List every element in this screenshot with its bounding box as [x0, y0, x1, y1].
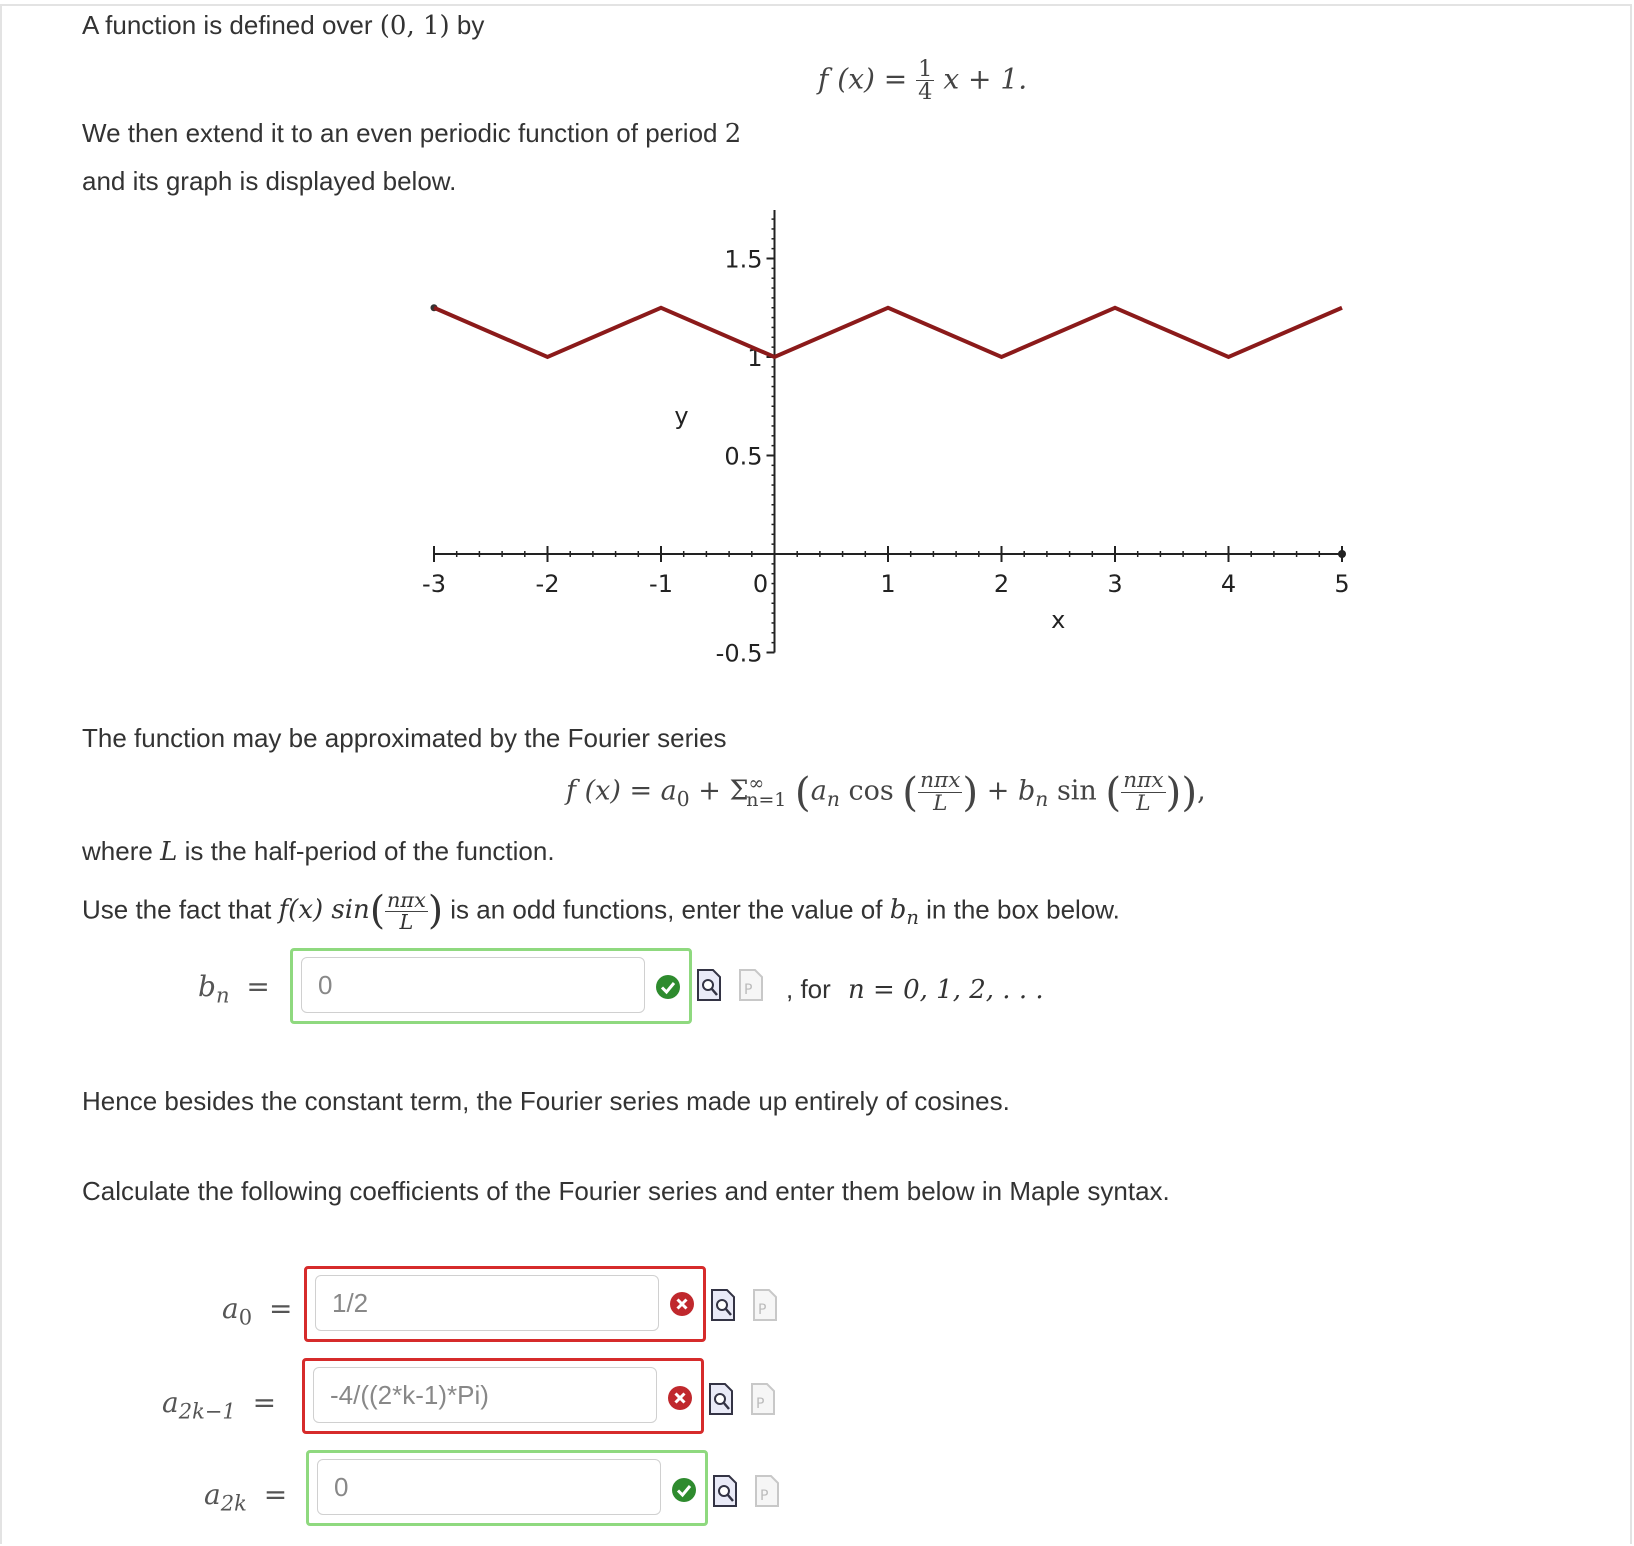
hence-text: Hence besides the constant term, the Fourier series made up entirely of cosines.	[82, 1086, 1010, 1116]
x-tick-label: 5	[1334, 570, 1350, 598]
cross-icon	[670, 1292, 694, 1316]
preview-icon[interactable]	[696, 968, 722, 1002]
x-tick-label: -3	[422, 570, 446, 598]
y-tick-label: 0.5	[724, 442, 763, 471]
bn-label: $b_n$ =	[198, 970, 270, 1008]
y-tick-label: 1.5	[724, 245, 763, 274]
bn-answer-box	[290, 948, 692, 1024]
calculate-text: Calculate the following coefficients of the Fourier series and enter them below in Maple syntax.	[82, 1176, 1170, 1206]
check-icon	[672, 1478, 696, 1502]
a0-label: $a_0$ =	[222, 1292, 293, 1330]
a2k-input[interactable]	[317, 1459, 661, 1515]
a2k-answer-box	[306, 1450, 708, 1526]
x-tick-label: 2	[993, 570, 1010, 598]
paste-icon[interactable]	[738, 968, 764, 1002]
where-line: where L is the half-period of the function.	[82, 836, 555, 867]
extend-line-1: We then extend it to an even periodic function of period 2	[82, 118, 742, 149]
periodic-function-chart	[400, 210, 1430, 700]
a0-answer-box	[304, 1266, 706, 1342]
series-intro: The function may be approximated by the Fourier series	[82, 723, 727, 753]
x-axis-label: x	[1051, 606, 1066, 634]
svg-text:P: P	[758, 1302, 767, 1318]
preview-icon[interactable]	[708, 1382, 734, 1416]
x-tick-label: -2	[535, 570, 560, 598]
fourier-series-formula: f $(x) = a_0 + \Sigma^\infty_{n=1}$ ($a_n$ cos ( $\frac{\text{nπx}}{L}$ ) + $b_n$ sin ( $\frac{\text{nπx}}{L}$ )),	[566, 767, 1206, 816]
x-tick-label: 0	[752, 570, 769, 598]
x-tick-label: 3	[1107, 570, 1123, 598]
a2k-1-answer-box	[302, 1358, 704, 1434]
y-tick-label: 1	[747, 344, 763, 372]
a2k-1-label: $a_{2k-1}$ =	[162, 1386, 277, 1424]
extend-line-2: and its graph is displayed below.	[82, 166, 457, 196]
y-tick-label: -0.5	[715, 639, 763, 668]
x-tick-label: -1	[649, 570, 673, 598]
bn-input[interactable]	[301, 957, 645, 1013]
a2k-1-input[interactable]	[313, 1367, 657, 1423]
function-definition: f (x) = $\frac{1}{4}$ x + 1.	[818, 56, 1028, 106]
y-axis-label: y	[674, 402, 689, 431]
bn-for-text: , for n = 0, 1, 2, . . .	[786, 974, 1044, 1005]
preview-icon[interactable]	[712, 1474, 738, 1508]
a0-input[interactable]	[315, 1275, 659, 1331]
paste-icon[interactable]	[754, 1474, 780, 1508]
intro-line: A function is defined over (0, 1) by	[82, 10, 485, 41]
x-tick-label: 1	[880, 570, 896, 598]
preview-icon[interactable]	[710, 1288, 736, 1322]
svg-text:P: P	[760, 1488, 769, 1504]
paste-icon[interactable]	[752, 1288, 778, 1322]
svg-text:P: P	[756, 1396, 765, 1412]
use-fact-line: Use the fact that f(x) sin( $\frac{\text{nπx}}{L}$ ) is an odd functions, enter the value of $b_n$ in the box below.	[82, 888, 1120, 934]
function-line	[434, 308, 1342, 357]
paste-icon[interactable]	[750, 1382, 776, 1416]
a2k-label: $a_{2k}$ =	[204, 1478, 288, 1516]
cross-icon	[668, 1386, 692, 1410]
svg-text:P: P	[744, 982, 753, 998]
check-icon	[656, 975, 680, 999]
x-tick-label: 4	[1220, 570, 1237, 598]
